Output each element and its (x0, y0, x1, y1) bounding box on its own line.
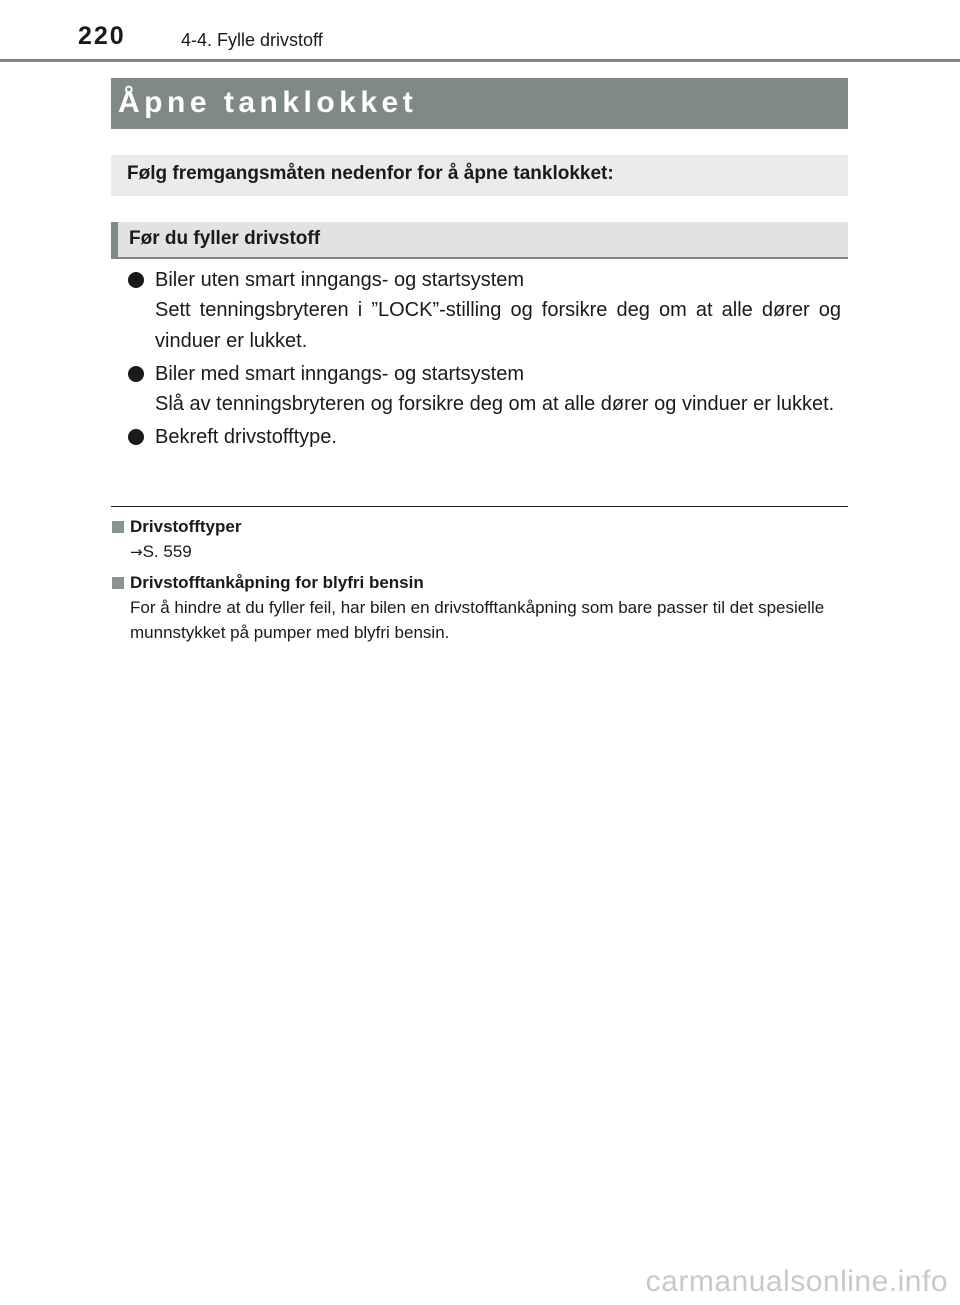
square-bullet-icon (112, 577, 124, 589)
subsection-title: Før du fyller drivstoff (129, 228, 321, 249)
square-bullet-icon (112, 521, 124, 533)
list-item (127, 359, 841, 420)
intro-box (111, 155, 848, 196)
notes-section (111, 515, 848, 651)
list-item (127, 422, 841, 452)
bullet-body: Slå av tenningsbryteren og forsikre deg om at alle dører og vinduer er lukket. (155, 393, 835, 415)
note-body: For å hindre at du fyller feil, har bilen en drivstofftankåpning som bare passer til det spesielle munnstykket på pumper med blyfri bensin. (130, 598, 825, 642)
bullet-title: Biler med smart inngangs- og startsystem (155, 363, 525, 385)
header-rule (0, 59, 960, 62)
page-title: Åpne tanklokket (118, 86, 418, 119)
intro-text: Følg fremgangsmåten nedenfor for å åpne tanklokket: (127, 163, 614, 184)
arrow-right-icon: → (130, 543, 143, 561)
page-header (0, 0, 960, 62)
bullet-list (127, 265, 841, 454)
bullet-dot-icon (128, 366, 144, 382)
title-bar (111, 78, 848, 129)
bullet-body: Sett tenningsbryteren i ”LOCK”-stilling og forsikre deg om at alle dører og vinduer er lukket. (155, 299, 841, 352)
note-heading-text: Drivstofftankåpning for blyfri bensin (130, 573, 424, 592)
bullet-title: Bekreft drivstofftype. (155, 426, 337, 448)
page-reference[interactable]: S. 559 (142, 542, 192, 561)
bullet-title: Biler uten smart inngangs- og startsystem (155, 269, 525, 291)
note-heading (111, 571, 848, 595)
bullet-dot-icon (128, 429, 144, 445)
section-divider (111, 506, 848, 507)
subsection-heading (111, 222, 848, 259)
note-heading (111, 515, 848, 539)
bullet-dot-icon (128, 272, 144, 288)
watermark: carmanualsonline.info (645, 1265, 948, 1298)
note-heading-text: Drivstofftyper (130, 517, 242, 536)
page-number: 220 (78, 22, 126, 50)
section-label: 4-4. Fylle drivstoff (181, 30, 323, 50)
note-reference[interactable] (111, 539, 848, 565)
subsection-accent (111, 222, 118, 259)
list-item (127, 265, 841, 357)
